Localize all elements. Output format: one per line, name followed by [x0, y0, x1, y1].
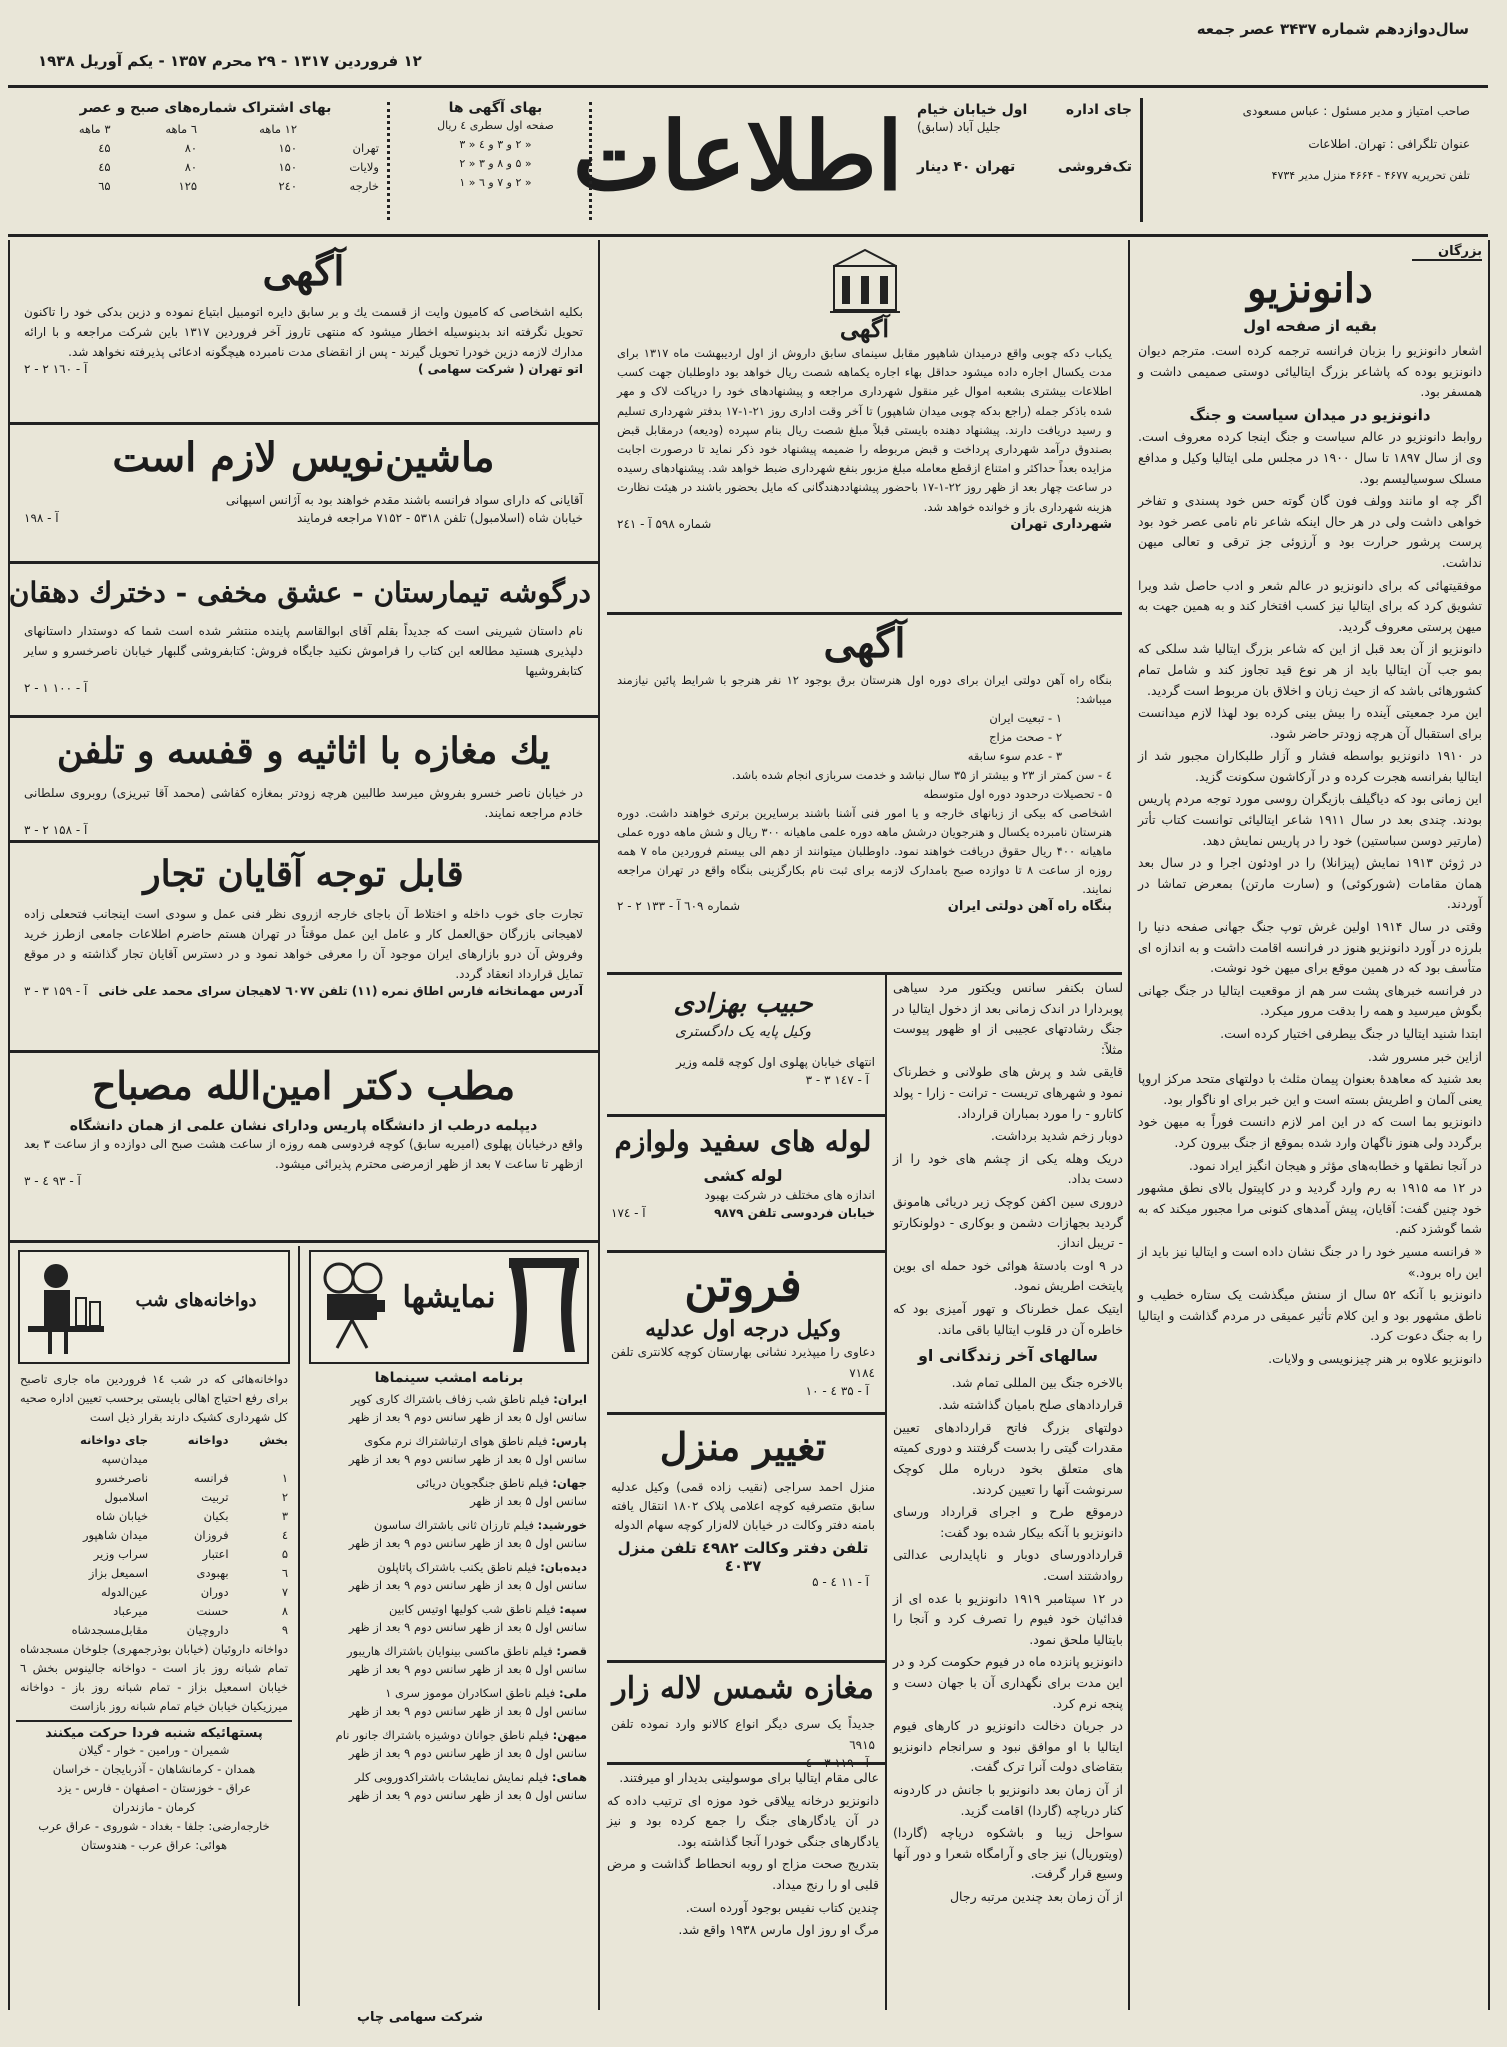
sale-value: تهران ۴۰ دینار [917, 159, 1016, 175]
ad-title: آگهی [262, 248, 345, 295]
ad-reference: شماره ۵۹۸ آ - ۲٤۱ [617, 516, 712, 531]
paragraph: از آن زمان بعد دانونزیو با جانش در کاردونه کنار دریاچه (گاردا) اقامت گزید. [893, 1781, 1123, 1818]
ad-list-item: ٤ - سن کمتر از ۲۳ و بیشتر از ۳۵ سال نباشد و خدمت سربازی انجام شده باشد. [731, 768, 1112, 782]
merchants-ad [16, 844, 591, 1049]
ad-reference: آ - ۱٤۷ ۳ - ۳ [805, 1073, 869, 1087]
ad-title: مغازه شمس لاله زار [612, 1671, 874, 1706]
paragraph: در فرانسه خبرهای پشت سر هم از موقعیت ایتالیا در جنگ جهانی بگوش میرسید و همه را بدقت مرور میکرد. [1138, 982, 1482, 1019]
pharmacy-cell: خیابان شاه [96, 1509, 149, 1523]
pharmacy-cell: ۲ [281, 1490, 288, 1504]
masthead-office [917, 102, 1132, 175]
ad-title: حبیب بهزادی [673, 989, 813, 1019]
building-emblem [830, 246, 900, 314]
subs-header-cell: ۳ ماهه [78, 122, 111, 136]
cinema-entry [311, 1516, 587, 1552]
cinema-name: پارس: [551, 1434, 587, 1448]
post-line: هوائی: عراق عرب - هندوستان [80, 1838, 228, 1852]
cinema-film: فیلم ناطق جنگجویان دریائی [416, 1476, 549, 1490]
pharmacy-cell: اعتبار [202, 1547, 229, 1561]
subs-cell: ۲٤۰ [278, 179, 298, 193]
shop-ad [16, 719, 591, 839]
pharmacy-cell: اسلامبول [104, 1490, 149, 1504]
ad-title: درگوشه تیمارستان - عشق مخفی - دخترك دهقان [8, 576, 591, 609]
decorative-rule [589, 102, 598, 220]
pharmacy-cell: میرعباد [113, 1604, 149, 1618]
cinema-name: ملی: [558, 1686, 587, 1700]
table-row [16, 1621, 292, 1640]
ad-body: جدیداً یک سری دیگر انواع کالانو وارد نموده تلفن ٦۹۱۵ [611, 1717, 875, 1752]
pharmacy-header-cell: دواخانه [187, 1433, 229, 1447]
pharmacy-cell: میدان شاهپور [82, 1528, 149, 1542]
ad-phone: خیابان فردوسی تلفن ۹۸۷۹ [714, 1206, 875, 1220]
post-lines [16, 1741, 292, 1855]
table-row [16, 1488, 292, 1507]
paragraph: دانونزیو پانزده ماه در فیوم حکومت کرد و در این مدت برای نگهداری آن با جهان دست و پنجه نرم کرد. [893, 1654, 1123, 1711]
ad-body: آقایانی که دارای سواد فرانسه باشند مقدم خواهند بود به آژانس اسپهانی [225, 493, 583, 507]
pharmacist-icon [26, 1258, 106, 1356]
subs-cell: ۸۰ [184, 141, 198, 155]
subs-header-cell: ٦ ماهه [165, 122, 198, 136]
ad-subtitle: لوله کشی [703, 1166, 783, 1185]
cinema-film: فیلم نمایش نمایشات باشتراكدوروبی کلر [354, 1770, 549, 1784]
cinema-entry [311, 1642, 587, 1678]
cinema-showtimes: سانس اول ۵ بعد از ظهر [470, 1494, 587, 1508]
pharmacy-cell: مقابل‌مسجدشاه [71, 1623, 149, 1637]
pharmacy-banner-title: دواخانه‌های شب [135, 1290, 257, 1311]
paragraph: دریک وهله یکی از چشم های خود را از دست بداد. [893, 1150, 1123, 1187]
subs-cell: ٤۵ [98, 141, 111, 155]
paragraph: در ۱۲ سپتامبر ۱۹۱۹ دانونزیو با عده ای از فدائیان خود فیوم را تصرف کرد و آنجا را بایتالیا ملحق نمود. [893, 1590, 1124, 1647]
ad-body: نام داستان شیرینی است که جدیداً بقلم آقای ابوالقاسم پاینده منتشر شده است شما که دوستدار داستانهای دلپذیری هستید مطالعه این کتاب را فراموش نکنید جایگاه فروش: کتابفروشی گلبهار خیابان ناصرخسرو و سایر کتابفروشیها [24, 624, 583, 678]
paragraph: اشعار دانونزیو را بزبان فرانسه ترجمه کرده است. مترجم دیوان دانونزیو بوده که پاشاعر بزرگ ایتالیائی دوستی صمیمی داشت و همسفر بود. [1138, 343, 1482, 400]
cinema-showtimes: سانس اول ۵ بعد از ظهر سانس دوم ۹ بعد از ظهر [348, 1452, 587, 1466]
ad-phone: تلفن دفتر وکالت ٤۹۸۲ تلفن منزل ٤۰۳۷ [617, 1539, 869, 1575]
pharmacy-header-cell [152, 1450, 233, 1469]
ad-rates [408, 100, 583, 192]
ad-reference: آ - ۱۵۹ ۳ - ۳ [24, 984, 88, 998]
printer-credit: شرکت سهامی چاپ [356, 2010, 483, 2025]
cinema-entry [311, 1432, 587, 1468]
article-title: دانونزیو [1247, 265, 1373, 312]
ad-body: یکباب دکه چوبی واقع درمیدان شاهپور مقابل سینمای سابق داروش از اول اردیبهشت ماه ۱۳۱۷ برای مدت یکسال اجاره داده میشود حداقل بهاء اجاره یکماهه شصت ریال خواهد بود داوطلبان جهت کسب اطلاعات بیشتری بشعبه اموال غیر منقول شهرداری مراجعه و پیشنهادهای خود را درپاکت لاک و مهر شده باذکر جمله (راجع بدکه چوبی میدان شاهپور) تا آخر وقت اداری روز ۲۱-۱-۱۷ بدفتر شهرداری تسلیم و رسید دریافت دارند. پیشنهاد دهنده بایستی قبلاً مبلغ شصت ریال بنام سپرده (ودیعه) درمقابل قبض بصندوق درآمد شهرداری پرداخت و قبض مربوطه را ضمیمه پیشنهاد خود ذکر نماید تا درصورت اجابت مزایده بعداً حداکثر و امتناع ازقطع معامله مبلغ مزبور بنفع شهرداری ضبط خواهد شد. پیشنهادهای رسیده در ساعت چهار بعد از ظهر روز ۲۲-۱-۱۷ باحضور پیشنهاددهندگانی که مایل بحضور باشند در هیئت نظارت هزینه شهرداری باز و خوانده خواهد شد. [617, 346, 1112, 514]
cinema-name: دیده‌بان: [540, 1560, 587, 1574]
ad-reference: آ - ۹۳ ٤ - ۳ [24, 1174, 81, 1188]
pharmacy-cell: ۱ [281, 1471, 288, 1485]
car-ad [16, 242, 591, 420]
paragraph: در ۱۲ مه ۱۹۱۵ به رم وارد گردید و در کاپیتول بالای نطق مشهور خود چنین گفت: آقایان، پیش آمدهای کنونی مرا مجبور میکند که به شما گوشزد کنم. [1138, 1180, 1482, 1237]
ad-body: در خیابان ناصر خسرو بفروش میرسد طالبین هرچه زودتر بمغازه کفاشی (محمد آقا تبریزی) روبروی سلطانی خادم مراجعه نمایند. [24, 786, 583, 820]
ad-rates-title: بهای آگهی ها [448, 100, 543, 116]
paragraph: موفقیتهائی که برای دانونزیو در عالم شعر و ادب حاصل شد ویرا تشویق کرد که برای ایتالیا نیز کسب افتخار کند و به همین جهت به میهن پرستی معروف گردید. [1138, 577, 1482, 634]
cinema-entry [311, 1768, 587, 1804]
pipes-ad [607, 1118, 879, 1248]
article-continuation [893, 978, 1123, 2008]
cinema-showtimes: سانس اول ۵ بعد از ظهر سانس دوم ۹ بعد از ظهر [348, 1746, 587, 1760]
pharmacy-cell: بهبودی [196, 1566, 229, 1580]
ad-body: بکلیه اشخاصی که کامیون وایت از قسمت یك و بر سابق دایره اتومبیل ابتیاع نموده و دزین بدکی خود را تاکنون تحویل نگرفته اند بدینوسیله اخطار میشود که منتهی تاروز آخر فروردین ۱۳۱۷ باین شرکت مراجعه و با ارائه مدارك لازمه دزین خودرا تحویل گیرند - پس از انقضای مدت نامبرده هیچگونه ادعائی پذیرفته نخواهد شد. [24, 305, 583, 359]
article-dannunzio [1138, 242, 1482, 2010]
subs-cell: ۱۵۰ [278, 141, 298, 155]
subs-cell: ۱۲۵ [178, 179, 198, 193]
cinema-title: برنامه امشب سینماها [374, 1370, 524, 1386]
pharmacy-banner [18, 1250, 290, 1364]
paragraph: دولتهای بزرگ فاتح قراردادهای تعیین مقدرات گیتی را بدست گرفتند و دوری کمیته های متعلق بخود درباره ملل کوچک سرنوشت آنها را تعیین کردند. [893, 1419, 1123, 1497]
ad-list-item: ۳ - عدم سوء سابقه [967, 749, 1062, 763]
masthead [8, 85, 1488, 237]
ad-rate-line: « ۲ و ۷ و ٦ « ۱ [459, 176, 532, 189]
subs-cell: ۸۰ [184, 160, 198, 174]
paragraph: در ژوئن ۱۹۱۳ نمایش (پیزانلا) را در اودئون اجرا و در سال بعد همان مقامات (شورکوئی) و (سارت مارتن) بمعرض تماشا در آوردند. [1138, 855, 1482, 912]
cinema-entry [311, 1600, 587, 1636]
table-row [16, 1469, 292, 1488]
cinema-showtimes: سانس اول ۵ بعد از ظهر سانس دوم ۹ بعد از ظهر [348, 1410, 587, 1424]
subs-cell: خارجه [349, 179, 379, 193]
paragraph: ازاین خبر مسرور شد. [1367, 1048, 1482, 1064]
pharmacy-cell: دوران [200, 1585, 229, 1599]
ad-body: منزل احمد سراجی (نقیب زاده قمی) وکیل عدلیه سابق متصرفیه کوچه اعلامی پلاک ۱۸۰۲ انتقال یافته بامنه دفتر وکالت در خیابان لاله‌زار کوچه سهام الدوله [611, 1480, 875, 1532]
paragraph: دانونزیو با آنکه ۵۲ سال از سنش میگذشت یک ستاره خطیب و ناطق مشهور بود و این کلام تأثیر عمیقی در مردم گذاشت و ایتالیا را به جنگ دعوت کرد. [1138, 1287, 1482, 1344]
pharmacy-cell: عین‌الدوله [101, 1585, 149, 1599]
paragraph: دانونزیو درخانه ییلاقی خود موزه ای ترتیب داده که در آن یادگارهای جنگ را جمع کرده بود و نیز یادگارهای جنگی خودرا آنجا گذاشته بود. [607, 1792, 879, 1849]
pharmacy-cell: تربیت [201, 1490, 229, 1504]
curtain-icon [509, 1258, 579, 1354]
owner-line: صاحب امتیاز و مدیر مسئول : عباس مسعودی [1242, 104, 1470, 118]
projector-icon [317, 1260, 387, 1350]
paragraph: در آنجا نطقها و خطابه‌های مؤثر و هیجان انگیز ایراد نمود. [1188, 1157, 1482, 1173]
subs-cell: تهران [352, 141, 379, 155]
table-row [16, 1602, 292, 1621]
cinema-entry [311, 1390, 587, 1426]
ad-title: فروتن [684, 1258, 802, 1312]
paragraph: بتدریج صحت مزاج او روبه انحطاط گذاشت و مرض قلبی او را رنج میداد. [607, 1856, 879, 1892]
paragraph: قایقی شد و پرش های طولانی و خطرناک نمود و شهرهای تریست - ترانت - زارا - پولد کاتارو - را مورد بمباران قرارداد. [893, 1064, 1123, 1121]
table-row [16, 1564, 292, 1583]
ad-list-item: ۲ - صحت مزاج [989, 730, 1062, 744]
table-row [16, 1583, 292, 1602]
ad-reference: آ - ۱۹۸ [24, 511, 59, 525]
subscriptions-title: بهای اشتراک شماره‌های صبح و عصر [79, 100, 332, 116]
article-subtitle: بقیه از صفحه اول [1243, 317, 1377, 335]
cinema-showtimes: سانس اول ۵ بعد از ظهر سانس دوم ۹ بعد از ظهر [348, 1536, 587, 1550]
pharmacy-cell: ٦ [281, 1566, 288, 1580]
ad-list-item: ۵ - تحصیلات درحدود دوره اول متوسطه [923, 787, 1112, 801]
pharmacy-cell: حسنت [196, 1604, 229, 1618]
cinema-program [305, 1246, 593, 1991]
ad-title: لوله های سفید ولوازم [614, 1125, 872, 1158]
cinema-banner-title: نمایشها [402, 1280, 496, 1315]
pharmacy-cell: ۹ [281, 1623, 288, 1637]
subs-cell: ولایات [349, 160, 379, 174]
paragraph: ابتدا شنید ایتالیا در جنگ بیطرفی اختیار کرده است. [1220, 1026, 1482, 1041]
cinema-film: فیلم ناطق اسکادران موموز سری ۱ [385, 1686, 556, 1700]
cinema-name: ایران: [553, 1392, 587, 1406]
pharmacy-cell: ۵ [281, 1547, 288, 1561]
pharmacy-cell: ٤ [281, 1528, 288, 1542]
cinema-banner [309, 1250, 589, 1364]
cinema-entry [311, 1726, 587, 1762]
ad-reference: آ - ۱۱ ٤ - ۵ [812, 1575, 869, 1589]
cinema-showtimes: سانس اول ۵ بعد از ظهر سانس دوم ۹ بعد از ظهر [348, 1788, 587, 1802]
subs-cell: ٦۵ [98, 179, 111, 193]
paragraph: روابط دانونزیو در عالم سیاست و جنگ اینجا کرده معروف است. وی از سال ۱۸۹۷ تا سال ۱۹۰۰ در مجلس ملی ایتالیا وکیل و مدافع مسلک سوسیالیسم بود. [1138, 429, 1482, 486]
paragraph: لسان بکنفر سانس ویکتور مرد سیاهی پوبردارا در اندک زمانی بعد از دخول ایتالیا در جنگ رشادتهای عجیبی از او ظهور پیوست مثلاً: [893, 980, 1123, 1057]
ad-title: قابل توجه آقایان تجار [143, 853, 464, 895]
subscriptions [28, 100, 383, 196]
ad-list-item: ۱ - تبعیت ایران [989, 711, 1062, 725]
cinema-showtimes: سانس اول ۵ بعد از ظهر سانس دوم ۹ بعد از ظهر [348, 1620, 587, 1634]
pharmacy-intro: دواخانه‌هائی که در شب ۱٤ فروردین ماه جاری تاصبح برای رفع احتیاج اهالی بایستی برحسب تعیین اداره صحیه کل شهرداری کشیک دارند بقرار ذیل است [20, 1372, 288, 1424]
paragraph: بالاخره جنگ بین المللی تمام شد. [951, 1374, 1123, 1390]
pharmacy-cell: ۸ [281, 1604, 288, 1618]
cinema-film: فیلم ناطق یکنب باشتراک پاتاپلون [377, 1560, 537, 1574]
pharmacy-cell: ۷ [281, 1585, 288, 1599]
cinema-showtimes: سانس اول ۵ بعد از ظهر سانس دوم ۹ بعد از ظهر [348, 1662, 587, 1676]
post-line: عراق - خوزستان - اصفهان - فارس - یزد [56, 1781, 252, 1795]
pharmacy-table [16, 1431, 292, 1640]
ad-title: مطب دکتر امین‌الله مصباح [91, 1063, 516, 1108]
decorative-rule [387, 102, 396, 220]
ad-body: اندازه های مختلف در شرکت بهبود [704, 1188, 875, 1202]
ad-reference: آ - ۱۰۰ ۱ - ۲ [24, 681, 88, 695]
telegraph-line: عنوان تلگرافی : تهران. اطلاعات [1308, 137, 1470, 151]
pharmacy-cell: اسمیعل بزاز [88, 1566, 149, 1580]
foroutan-ad [607, 1254, 879, 1409]
ad-address: خیابان شاه (اسلامبول) تلفن ۵۳۱۸ - ۷۱۵۲ مراجعه فرمایند [296, 511, 583, 525]
cinema-name: خورشید: [537, 1518, 587, 1532]
office-label: جای اداره [1065, 102, 1132, 118]
paragraph: دوبار زخم شدید برداشت. [990, 1128, 1123, 1144]
post-line: کرمان - مازندران [112, 1800, 196, 1814]
pharmacy-cell: ناصرخسرو [95, 1471, 149, 1485]
issue-line: سال‌دوازدهم شماره ۳۴۳۷ عصر جمعه [1196, 20, 1469, 38]
cinema-name: قصر: [556, 1644, 587, 1658]
paragraph: بعد شنید که معاهدۀ بعنوان پیمان مثلث با دولتهای متحد مرکز اروپا یعنی آلمان و اطریش بسته است و این خبر برای او ناگوار بود. [1138, 1071, 1482, 1107]
cinema-film: فیلم ناطق جوانان دوشیزه باشتراك جانور نام [335, 1728, 549, 1742]
post-title: پستهائیکه شنبه فردا حرکت میکنند [45, 1726, 263, 1741]
table-row [16, 1545, 292, 1564]
post-line: شمیران - ورامین - خوار - گیلان [78, 1743, 230, 1757]
office-value: اول خیابان خیام [917, 102, 1028, 118]
ad-title: تغییر منزل [659, 1424, 827, 1469]
paragraph: دروری سین اکفن کوچک زیر دریائی هامونق گردید بجهازات دشمن و بوکاری - دولونکارتو - تریبل انداز. [893, 1193, 1123, 1251]
paragraph: در ۹ اوت بادستۀ هوائی خود حمله ای بوین پایتخت اطریش نمود. [893, 1257, 1124, 1294]
paragraph: وقتی در سال ۱۹۱۴ اولین غرش توپ جنگ جهانی صفحه دنیا را بلرزه در آورد دانونزیو هنوز در فرانسه اقامت داشت و به اندازه ای متأسف بود که در همین موقع برای میهن خود نوشت. [1138, 919, 1483, 976]
ad-rate-line: صفحه اول سطری ٤ ریال [437, 119, 554, 132]
paragraph: از آن زمان بعد چندین مرتبه رجال [949, 1888, 1123, 1904]
ad-subtitle: وکیل درجه اول عدلیه [645, 1316, 841, 1342]
municipality-ad [607, 242, 1122, 612]
ad-signature: اتو تهران ( شرکت سهامی ) [418, 362, 583, 376]
paragraph: دانونزیو بما است که در این امر لازم دانست فوراً به میهن خود برگردد ولی هنوز ناگهان وارد شده بموقع از جنگ بیرون کرد. [1138, 1114, 1482, 1150]
post-line: خارجه‌ارضی: جلفا - بغداد - شوروی - عراق عرب [38, 1819, 270, 1833]
paragraph: در جریان دخالت دانونزیو در کارهای فیوم ایتالیا با او موافق نبود و سرانجام دانونزیو بتقاضای دولت آنرا ترک گفت. [893, 1718, 1123, 1775]
subs-header-cell: ۱۲ ماهه [259, 122, 298, 136]
typist-ad [16, 426, 591, 561]
ad-subtitle: وکیل پایه یک دادگستری [674, 1024, 811, 1040]
cinema-entry [311, 1684, 587, 1720]
masthead-info [1150, 102, 1470, 185]
subheading: دانونزیو در میدان سیاست و جنگ [1189, 405, 1431, 424]
behzadi-ad [607, 978, 879, 1113]
pharmacy-header-cell: میدان‌سپه [101, 1452, 149, 1466]
shams-ad [607, 1664, 879, 1759]
paragraph: ایتیک عمل خطرناک و تهور آمیزی بود که خاطره آن در قلوب ایتالیا باقی ماند. [893, 1300, 1123, 1337]
post-line: همدان - کرمانشاهان - آذربایجان - خراسان [52, 1762, 256, 1776]
ad-body: بنگاه راه آهن دولتی ایران برای دوره اول هنرستان برق بوجود ۱۲ نفر هنرجو با شرایط پائین نیازمند میباشد: [617, 673, 1113, 706]
ad-title: آگهی [839, 314, 890, 343]
subs-cell: ٤۵ [98, 160, 111, 174]
doctor-ad [16, 1054, 591, 1239]
paragraph: چندین کتاب نفیس بوجود آورده است. [685, 1899, 879, 1915]
cinema-entry [311, 1474, 587, 1510]
subs-cell: ۱۵۰ [278, 160, 298, 174]
sale-label: تک‌فروشی [1057, 159, 1132, 175]
pharmacy-cell: بکیان [203, 1509, 229, 1523]
paragraph: درموقع طرح و اجرای قرارداد ورسای دانونزیو با آنکه بیکار شده بود گفت: [893, 1504, 1123, 1540]
ad-body: اشخاصی که بیکی از زبانهای خارجه و یا امور فنی آشنا باشند برسایرین برتری خواهند داشت. دوره هنرستان نامبرده یکسال و هنرجویان درشش ماهه دوره علمی ماهیانه ۳۰۰ ریال و شش ماهه دوره عملی ماهیانه ۴۰۰ ریال حقوق دریافت خواهند نمود. داوطلبان میتوانند از دهم الی بیستم فروردین ماه ۷ همه روزه از ساعت ۸ تا دوازده صبح بامدارک لازمه برای ثبت نام بکارگزینی بنگاه واقع در تهران مراجعه نمایند. [617, 806, 1112, 896]
ad-rate-line: « ۵ و ۸ و ۳ « ۲ [459, 157, 532, 170]
paragraph: دانونزیو از آن بعد قبل از این که شاعر بزرگ ایتالیا شد سلکی که بمو جب آن ایتالیا باید از هر نوع قید تجاوز کند و شامل تمام کشورهائی باشد که از حیث زبان و اخلاق بان مربوط است گردید. [1138, 641, 1482, 698]
paragraph: سواحل زیبا و باشکوه دریاچه (گاردا) (ویتوریال) نیز جای و آرامگاه شعرا و دور آنها وسیع قرار گرفت. [893, 1825, 1123, 1882]
subheading: سالهای آخر زندگانی او [917, 1346, 1099, 1366]
ad-title: یك مغازه با اثاثیه و قفسه و تلفن [56, 730, 551, 772]
pharmacy-list [16, 1246, 292, 2006]
ad-body: تجارت جای خوب داخله و اختلاط آن باجای خارجه ازروی نظر فنی عمل و سودی است اینجانب فتحعلی زاده لاهیجانی بازرگان حق‌العمل کار و عامل این عمل موقتاً در تهران هستم حاضرم اطلاعات جامعی ازطرز خرید وفروش آن درو بازارهای ایران موجود آن را معرفی خواهد نمود و در دسترس آقایان تجار گذاشته و در موقع تمایل قرارداد انعقاد گردد. [24, 907, 583, 981]
cinema-name: میهن: [552, 1728, 587, 1742]
pharmacy-cell: فروزان [193, 1528, 229, 1542]
ad-address: انتهای خیابان پهلوی اول کوچه قلمه وزیر [676, 1055, 875, 1069]
ad-title: آگهی [823, 620, 906, 667]
subscriptions-table [28, 120, 383, 196]
ad-title: ماشین‌نویس لازم است [112, 434, 495, 481]
cinema-name: همای: [551, 1770, 587, 1784]
cinema-film: فیلم ناطق هوای ارتباشتراك نرم مكوی [364, 1434, 548, 1448]
ad-reference: آ - ۱٦۰ ۲ - ۲ [24, 362, 88, 376]
cinema-name: جهان: [552, 1476, 587, 1490]
paragraph: اگر چه او مانند وولف فون گان گوته حس خود پسندی و تفاخر خواهی داشت ولی در هر حال اینکه شاعر نام نامی عصر خود بود پرست پرشور حرارت بود و آرزوئی جز ترقی و تعالی میهن نداشت. [1138, 493, 1482, 570]
ad-rate-line: « ۲ و ۳ و ٤ « ۳ [459, 138, 532, 151]
paragraph: مرگ او روز اول مارس ۱۹۳۸ واقع شد. [678, 1922, 879, 1938]
paragraph: این زمانی بود که دیاگیلف بازیگران روسی مورد توجه مردم پاریس بودند. چندی بعد در سال ۱۹۱۱ شاعر ایتالیائی توانست کتاب تأتر (مارتیر دوسن سباستین) خود را در پاریس نمایش دهد. [1138, 791, 1482, 848]
book-ad [8, 565, 591, 715]
pharmacy-header-cell: بخش [259, 1433, 288, 1447]
pharmacy-cell: سراب وزیر [93, 1547, 149, 1561]
pharmacy-notes: دواخانه داروئیان (خیابان بوذرجمهری) جلوخان مسجدشاه تمام شبانه روز باز است - دواخانه جالینوس بخش ٦ خیابان اسمعیل بزاز - تمام شبانه روز باز - دواخانه میرزیکیان خیابان خیام تمام شبانه روز بازاست [20, 1642, 288, 1713]
ad-address: آدرس مهمانخانه فارس اطاق نمره (۱۱) تلفن ٦۰۷۷ لاهیجان سرای محمد علی خانی [98, 984, 583, 998]
article-end [607, 1768, 879, 2008]
cinema-film: فیلم ناطق شب زفاف باشتراك كاری كوپر [351, 1392, 550, 1406]
date-line: ۱۲ فروردین ۱۳۱۷ - ۲۹ محرم ۱۳۵۷ - یکم آوریل ۱۹۳۸ [38, 52, 422, 70]
ad-subtitle: دیپلمه درطب از دانشگاه پاریس ودارای نشان علمی از همان دانشگاه [69, 1118, 538, 1134]
paragraph: عالی مقام ایتالیا برای موسولینی بدیدار او میرفتند. [619, 1770, 879, 1785]
pharmacy-cell: ۳ [281, 1509, 288, 1523]
cinema-film: فیلم ناطق شب کولیها اوتیس کابین [389, 1602, 556, 1616]
phone-line: تلفن تحریریه ۴۶۷۷ - ۴۶۶۴ منزل مدیر ۴۷۳۴ [1271, 169, 1470, 182]
newspaper-title: اطلاعات [572, 102, 903, 212]
pharmacy-cell: فرانسه [193, 1471, 229, 1485]
table-row [16, 1507, 292, 1526]
pharmacy-header-cell: جای دواخانه [80, 1433, 149, 1447]
ad-reference: شماره ٦۰۹ آ - ۱۳۳ ۲ - ۲ [617, 899, 741, 913]
pharmacy-cell: داروچیان [186, 1623, 229, 1637]
ad-reference: آ - ۱۷٤ [611, 1206, 646, 1220]
cinema-showtimes: سانس اول ۵ بعد از ظهر سانس دوم ۹ بعد از ظهر [348, 1578, 587, 1592]
cinema-list [305, 1390, 593, 1804]
cinema-name: سپه: [559, 1602, 587, 1616]
move-ad [607, 1416, 879, 1656]
ad-reference: آ - ۱۵۸ ۲ - ۳ [24, 823, 88, 837]
ad-signature: شهرداری تهران [1010, 516, 1112, 532]
subs-header-cell [301, 120, 383, 139]
cinema-showtimes: سانس اول ۵ بعد از ظهر سانس دوم ۹ بعد از ظهر [348, 1704, 587, 1718]
office-sub: جلیل آباد (سابق) [917, 120, 1001, 134]
railway-ad [607, 617, 1122, 972]
ad-signature: بنگاه راه آهن دولتی ایران [947, 899, 1112, 914]
paragraph: این مرد جمعیتی آینده را بیش بینی کرده بود لهذا لازم میدانست برای استقبال آن هرچه زودتر حاضر شود. [1138, 705, 1482, 741]
table-row [16, 1526, 292, 1545]
paragraph: « فرانسه مسیر خود را در جنگ نشان داده است و ایتالیا نیز باید از این راه برود.» [1138, 1243, 1482, 1280]
section-label: بزرگان [1412, 244, 1482, 261]
cinema-film: فیلم ناطق ماکسی بینوایان باشتراك هاریبور [347, 1644, 553, 1658]
cinema-film: فیلم تارزان ثانی باشتراك ساسون [373, 1518, 534, 1532]
ad-body: دعاوی را میپذیرد نشانی بهارستان کوچه کلانتری تلفن ۷۱۸٤ [611, 1345, 875, 1380]
paragraph: قراردادهای صلح بامیان گذاشته شد. [938, 1397, 1123, 1413]
pharmacy-header-cell [233, 1450, 292, 1469]
paragraph: قراردادورسای دوبار و ناپایداربی عدالتی روادشتند است. [893, 1547, 1123, 1584]
paragraph: در ۱۹۱۰ دانونزیو بواسطه فشار و آزار طلبکاران مجبور شد از ایتالیا بفرانسه هجرت کرده و در آرکاشون سکونت گزید. [1138, 748, 1483, 784]
ad-body: واقع درخیابان پهلوی (امیریه سابق) کوچه فردوسی همه روزه از ساعت هشت صبح الی دوازده و از ساعت ۳ بعد ازظهر تا ساعت ۷ بعد از ظهر ازمرضی محترم پذیرائی میشود. [24, 1137, 583, 1171]
paragraph: دانونزیو علاوه بر هنر چیزنویسی و ولایات. [1268, 1350, 1482, 1366]
cinema-entry [311, 1558, 587, 1594]
ad-reference: آ - ۳۵ ٤ - ۱۰ [805, 1384, 869, 1398]
